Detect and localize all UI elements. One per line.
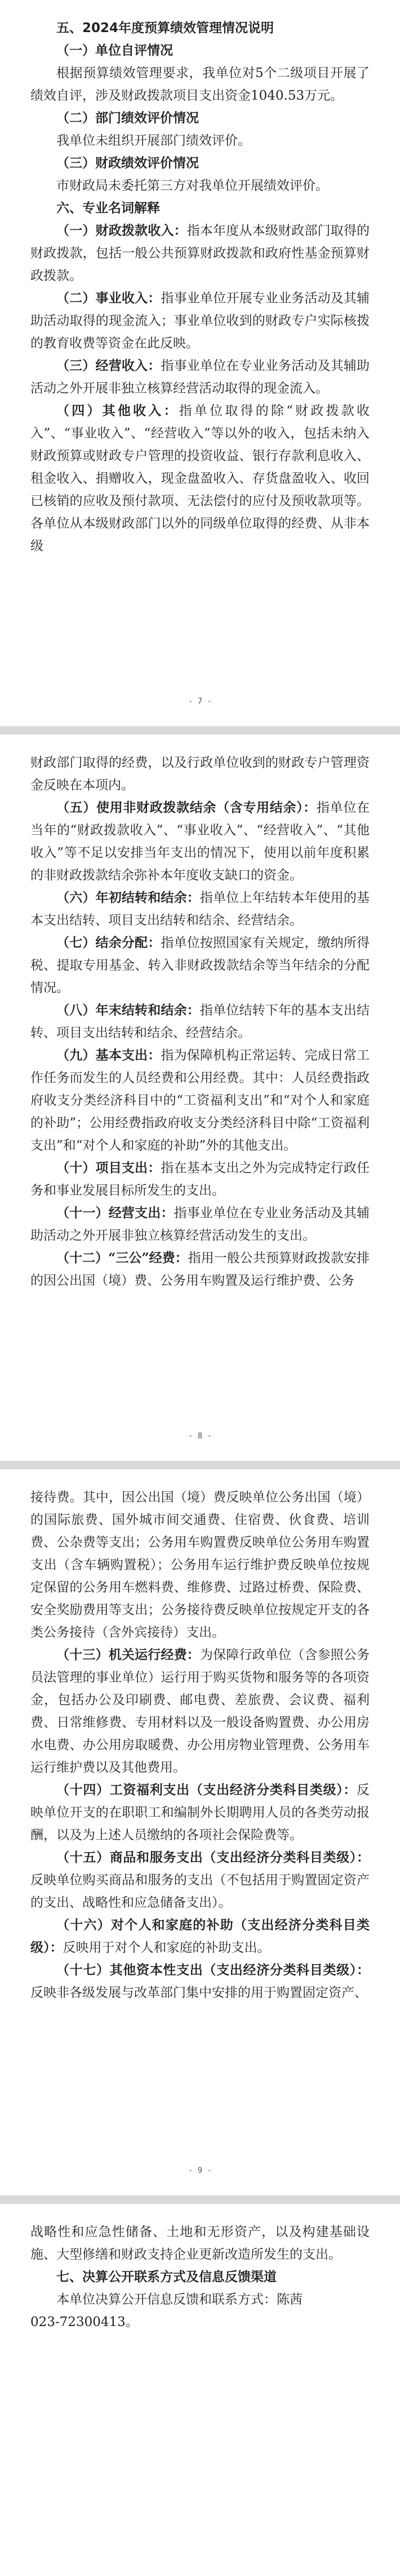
- paragraph-text: 我单位未组织开展部门绩效评价。: [56, 133, 251, 148]
- body-paragraph: [30, 39, 370, 62]
- paragraph-text: 反映单位开支的在职职工和编制外长期聘用人员的各类劳动报酬，以及为上述人员缴纳的各项社会保险费等。: [30, 1783, 370, 1842]
- paragraph-text: 指事业单位开展专业业务活动及其辅助活动取得的现金流入；事业单位收到的财政专户实际核拨的教育收费等资金在此反映。: [30, 291, 370, 351]
- paragraph-text: 指用一般公共预算财政拨款安排的因公出国（境）费、公务用车购置及运行维护费、公务: [30, 1251, 370, 1288]
- body-paragraph: [30, 1959, 370, 2004]
- paragraph-text: 指事业单位在专业业务活动及其辅助活动之外开展非独立核算经营活动取得的现金流入。: [30, 359, 370, 396]
- term-label: （二）部门绩效评价情况: [56, 110, 199, 126]
- body-paragraph: [30, 999, 370, 1044]
- term-label: （十五）商品和服务支出（支出经济分类科目类级）：: [56, 1850, 370, 1865]
- paragraph-text: 指单位按照国家有关规定，缴纳所得税、提取专用基金、转入非财政拨款结余等当年结余的分配情况。: [30, 936, 370, 995]
- body-paragraph: [30, 400, 370, 557]
- body-paragraph: [30, 2221, 370, 2266]
- body-paragraph: [30, 1846, 370, 1914]
- term-label: （十二）“三公”经费：: [56, 1250, 188, 1265]
- body-paragraph: [30, 1044, 370, 1157]
- paragraph-text: 市财政局未委托第三方对我单位开展绩效评价。: [56, 178, 328, 193]
- page-number: - 7 -: [188, 697, 212, 706]
- body-paragraph: [30, 220, 370, 287]
- body-paragraph: [30, 287, 370, 355]
- paragraph-text: 指单位取得的除“财政拨款收入”、“事业收入”、“经营收入”等以外的收入，包括未纳入财政预算或财政专户管理的投资收益、银行存款利息收入、租金收入、捐赠收入，现金盘盈收入、存货盘盈收入、收回已核销的应收及预付款项、无法偿付的应付及预收款项等。各单位从本级财政部门以外的同级单位取得的经费、从非本级: [30, 404, 370, 553]
- paragraph-text: 战略性和应急性储备、土地和无形资产，以及构建基础设施、大型修缮和财政支持企业更新改造所发生的支出。: [30, 2225, 370, 2262]
- term-label: （一）单位自评情况: [56, 43, 173, 58]
- term-label: （八）年末结转和结余：: [56, 1003, 200, 1018]
- body-paragraph: [30, 1779, 370, 1846]
- term-label: （三）财政绩效评价情况: [56, 155, 199, 171]
- term-label: （四）其他收入：: [56, 403, 179, 418]
- body-paragraph: [30, 797, 370, 887]
- term-label: （十六）对个人和家庭的补助（支出经济分类科目类级）：: [30, 1917, 370, 1955]
- document-page-1: [0, 0, 400, 726]
- paragraph-text: 指在基本支出之外为完成特定行政任务和事业发展目标所发生的支出。: [30, 1161, 370, 1198]
- paragraph-text: 为保障行政单位（含参照公务员法管理的事业单位）运行用于购买货物和服务等的各项资金，包括办公及印刷费、邮电费、差旅费、会议费、福利费、日常维修费、专用材料以及一般设备购置费、办公用房水电费、办公用房取暖费、办公用房物业管理费、公务用车运行维护费以及其他费用。: [30, 1648, 370, 1775]
- body-paragraph: [30, 1247, 370, 1292]
- body-paragraph: [30, 1914, 370, 1959]
- paragraph-text: 反映用于对个人和家庭的补助支出。: [63, 1940, 270, 1955]
- term-label: （一）财政拨款收入：: [56, 223, 187, 238]
- paragraph-text: 指单位上年结转本年使用的基本支出结转、项目支出结转和结余、经营结余。: [30, 891, 370, 928]
- body-paragraph: [30, 887, 370, 932]
- paragraph-text: 接待费。其中，因公出国（境）费反映单位公务出国（境）的国际旅费、国外城市间交通费、住宿费、伙食费、培训费、公杂费等支出；公务用车购置费反映单位公务用车购置支出（含车辆购置税）；公务用车运行维护费反映单位按规定保留的公务用车燃料费、维修费、过路过桥费、保险费、安全奖励费用等支出；公务接待费反映单位按规定开支的各类公务接待（含外宾接待）支出。: [30, 1490, 370, 1640]
- body-paragraph: [30, 932, 370, 999]
- term-label: （五）使用非财政拨款结余（含专用结余）：: [56, 800, 317, 815]
- body-paragraph: [30, 1202, 370, 1247]
- paragraph-text: 指单位结转下年的基本支出结转、项目支出结转和结余、经营结余。: [30, 1003, 370, 1040]
- document-page-4: [0, 2204, 400, 2576]
- paragraph-text: 023-72300413。: [30, 2315, 139, 2329]
- term-label: （七）结余分配：: [56, 935, 161, 950]
- term-label: （十七）其他资本性支出（支出经济分类科目类级）：: [56, 1962, 370, 1978]
- paragraph-text: 指为保障机构正常运转、完成日常工作任务而发生的人员经费和公用经费。其中：人员经费指政府收支分类经济科目中的“工资福利支出”和“对个人和家庭的补助”；公用经费指政府收支分类经济科目中除“工资福利支出”和“对个人和家庭的补助”外的其他支出。: [30, 1048, 370, 1153]
- section-heading: 五、2024年度预算绩效管理情况说明: [56, 21, 274, 35]
- term-label: （十四）工资福利支出（支出经济分类科目类级）：: [56, 1782, 357, 1797]
- paragraph-text: 反映单位购买商品和服务的支出（不包括用于购置固定资产的支出、战略性和应急储备支出）。: [30, 1873, 370, 1910]
- term-label: （二）事业收入：: [56, 290, 161, 306]
- term-label: （三）经营收入：: [56, 358, 161, 373]
- term-label: （九）基本支出：: [56, 1048, 161, 1063]
- body-paragraph: [30, 1644, 370, 1779]
- document-page-2: [0, 735, 400, 1461]
- page-content: [30, 752, 370, 1292]
- paragraph-text: 反映非各级发展与改革部门集中安排的用于购置固定资产、: [30, 1985, 367, 2000]
- paragraph-text: 指事业单位在专业业务活动及其辅助活动之外开展非独立核算经营活动发生的支出。: [30, 1206, 370, 1243]
- term-label: （十）项目支出：: [56, 1160, 161, 1175]
- document-page-3: [0, 1469, 400, 2195]
- term-label: （六）年初结转和结余：: [56, 890, 200, 905]
- paragraph-text: 根据预算绩效管理要求，我单位对5个二级项目开展了绩效自评，涉及财政拨款项目支出资金1040.53万元。: [30, 66, 370, 103]
- body-paragraph: [30, 355, 370, 400]
- term-label: （十一）经营支出：: [56, 1205, 174, 1220]
- page-number: - 8 -: [188, 1432, 212, 1441]
- paragraph-text: 本单位决算公开信息反馈和联系方式：陈茜: [56, 2292, 303, 2307]
- section-heading: 六、专业名词解释: [56, 201, 160, 216]
- body-paragraph: [30, 152, 370, 175]
- body-paragraph: [30, 2311, 370, 2333]
- body-paragraph: [30, 752, 370, 797]
- section-heading: 七、决算公开联系方式及信息反馈渠道: [56, 2270, 277, 2284]
- body-paragraph: [30, 175, 370, 197]
- page-content: [30, 2221, 370, 2333]
- page-number: - 9 -: [188, 2166, 212, 2175]
- paragraph-text: 财政部门取得的经费，以及行政单位收到的财政专户管理资金反映在本项内。: [30, 755, 370, 793]
- body-paragraph: [30, 1157, 370, 1202]
- body-paragraph: [30, 62, 370, 107]
- term-label: （十三）机关运行经费：: [56, 1647, 200, 1662]
- paragraph-text: 指本年度从本级财政部门取得的财政拨款，包括一般公共预算财政拨款和政府性基金预算财政拨款。: [30, 223, 370, 283]
- body-paragraph: [30, 1486, 370, 1644]
- page-content: [30, 17, 370, 557]
- body-paragraph: [30, 129, 370, 152]
- body-paragraph: [30, 2288, 370, 2311]
- body-paragraph: [30, 107, 370, 129]
- paragraph-text: 指单位在当年的“财政拨款收入”、“事业收入”、“经营收入”、“其他收入”等不足以安排当年支出的情况下，使用以前年度积累的非财政拨款结余弥补本年度收支缺口的资金。: [30, 800, 370, 883]
- page-content: [30, 1486, 370, 2004]
